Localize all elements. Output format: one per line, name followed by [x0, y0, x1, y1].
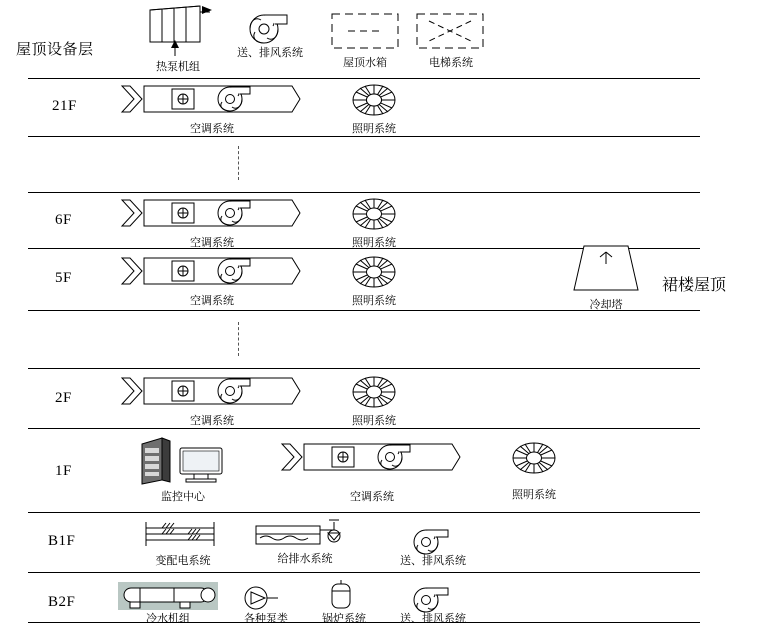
boiler-icon: [324, 580, 358, 612]
heat-pump-icon: [142, 4, 214, 60]
pumps-icon: [240, 584, 280, 612]
hvac-icon-5f: [120, 254, 302, 290]
supply-exhaust-b1-caption: 送、排风系统: [400, 555, 466, 567]
elevator-caption: 电梯系统: [429, 57, 473, 69]
lighting-caption-5f: 照明系统: [352, 295, 396, 307]
floors-continuation-dashes: [238, 322, 239, 356]
podium-roof-label: 裙楼屋顶: [662, 277, 727, 294]
hvac-icon-6f: [120, 196, 302, 232]
floor-divider: [28, 78, 700, 79]
hvac-icon-1f: [280, 440, 462, 476]
fan-icon-roof: [247, 10, 295, 48]
lighting-icon-2f: [352, 374, 396, 410]
chiller-caption: 冷水机组: [146, 613, 190, 623]
hvac-caption-2f: 空调系统: [190, 415, 234, 427]
floor-divider: [28, 368, 700, 369]
hvac-caption-6f: 空调系统: [190, 237, 234, 249]
lighting-caption-6f: 照明系统: [352, 237, 396, 249]
water-supply-drainage-icon: [252, 516, 348, 550]
power-distribution-icon: [140, 518, 220, 550]
hvac-icon-21f: [120, 82, 302, 118]
monitor-center-icon: [136, 436, 232, 486]
floors-continuation-dashes: [238, 146, 239, 180]
floor-label-5f: 5F: [55, 270, 72, 286]
water-tank-caption: 屋顶水箱: [343, 57, 387, 69]
lighting-icon-5f: [352, 254, 396, 290]
hvac-caption-21f: 空调系统: [190, 123, 234, 135]
supply-exhaust-roof-caption: 送、排风系统: [237, 47, 303, 59]
floor-label-6f: 6F: [55, 212, 72, 228]
hvac-caption-1f: 空调系统: [350, 491, 394, 503]
floor-label-b1f: B1F: [48, 533, 76, 549]
floor-divider: [28, 572, 700, 573]
boiler-caption: 锅炉系统: [322, 613, 366, 623]
floor-label-b2f: B2F: [48, 594, 76, 610]
hvac-caption-5f: 空调系统: [190, 295, 234, 307]
cooling-tower-caption: 冷却塔: [589, 299, 623, 311]
power-distribution-caption: 变配电系统: [155, 555, 211, 567]
water-tank-icon: [330, 12, 400, 52]
floor-divider: [28, 192, 700, 193]
cooling-tower-icon: [570, 240, 642, 296]
lighting-icon-21f: [352, 82, 396, 118]
floor-label-1f: 1F: [55, 463, 72, 479]
lighting-icon-1f: [512, 440, 556, 476]
floor-label-21f: 21F: [52, 98, 77, 114]
heat-pump-caption: 热泵机组: [156, 61, 200, 73]
floor-divider: [28, 136, 700, 137]
water-supply-drainage-caption: 给排水系统: [277, 553, 333, 565]
floor-label-2f: 2F: [55, 390, 72, 406]
floor-label-roof: 屋顶设备层: [16, 42, 94, 58]
elevator-icon: [415, 12, 485, 52]
lighting-icon-6f: [352, 196, 396, 232]
pumps-caption: 各种泵类: [244, 613, 288, 623]
monitor-center-caption: 监控中心: [161, 491, 205, 503]
lighting-caption-2f: 照明系统: [352, 415, 396, 427]
supply-exhaust-b2-caption: 送、排风系统: [400, 613, 466, 623]
lighting-caption-21f: 照明系统: [352, 123, 396, 135]
floor-divider: [28, 428, 700, 429]
floor-divider: [28, 512, 700, 513]
lighting-caption-1f: 照明系统: [512, 489, 556, 501]
hvac-icon-2f: [120, 374, 302, 410]
